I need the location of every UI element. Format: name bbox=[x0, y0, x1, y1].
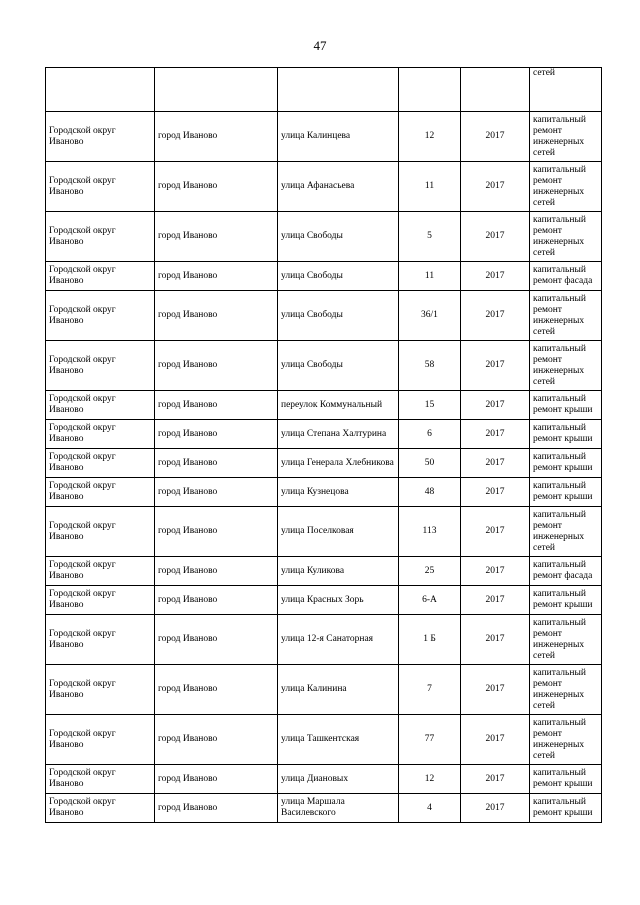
okrug-cell-text: Городской округ Иваново bbox=[49, 175, 116, 197]
okrug-cell bbox=[46, 586, 155, 615]
year-cell bbox=[461, 291, 530, 341]
table-row bbox=[46, 162, 602, 212]
year-cell-text: 2017 bbox=[485, 565, 505, 576]
work-type-cell bbox=[530, 586, 602, 615]
city-cell bbox=[155, 68, 278, 112]
house-number-cell bbox=[399, 615, 461, 665]
city-cell bbox=[155, 262, 278, 291]
okrug-cell bbox=[46, 449, 155, 478]
work-type-cell bbox=[530, 162, 602, 212]
house-number-cell-text: 4 bbox=[427, 802, 432, 813]
street-cell bbox=[278, 420, 399, 449]
year-cell bbox=[461, 449, 530, 478]
table-row bbox=[46, 794, 602, 823]
year-cell bbox=[461, 162, 530, 212]
okrug-cell bbox=[46, 262, 155, 291]
okrug-cell-text: Городской округ Иваново bbox=[49, 797, 116, 818]
okrug-cell bbox=[46, 291, 155, 341]
city-cell bbox=[155, 765, 278, 794]
house-number-cell bbox=[399, 68, 461, 112]
work-type-cell bbox=[530, 478, 602, 507]
work-type-cell-text: сетей bbox=[533, 68, 556, 78]
house-number-cell-text: 50 bbox=[424, 457, 435, 468]
year-cell bbox=[461, 715, 530, 765]
work-type-cell bbox=[530, 68, 602, 112]
work-type-cell-text: капитальный ремонт фасада bbox=[533, 265, 593, 286]
city-cell-text: город Иваново bbox=[158, 526, 218, 536]
table-row bbox=[46, 262, 602, 291]
work-type-cell-text: капитальный ремонт фасада bbox=[533, 560, 593, 581]
city-cell-text: город Иваново bbox=[158, 360, 218, 370]
street-cell bbox=[278, 557, 399, 586]
city-cell-text: город Иваново bbox=[158, 565, 218, 576]
city-cell-text: город Иваново bbox=[158, 399, 218, 410]
table-row bbox=[46, 68, 602, 112]
okrug-cell-text: Городской округ Иваново bbox=[49, 628, 116, 650]
okrug-cell bbox=[46, 615, 155, 665]
street-cell bbox=[278, 262, 399, 291]
street-cell-text: улица Диановых bbox=[281, 773, 349, 784]
street-cell-text: улица Свободы bbox=[281, 360, 343, 370]
house-number-cell-text: 7 bbox=[427, 684, 432, 694]
okrug-cell-text: Городской округ Иваново bbox=[49, 225, 116, 247]
street-cell bbox=[278, 162, 399, 212]
year-cell-text: 2017 bbox=[485, 181, 505, 191]
okrug-cell-text: Городской округ Иваново bbox=[49, 394, 116, 415]
work-type-cell-text: капитальный ремонт инженерных сетей bbox=[533, 509, 586, 553]
year-cell-text: 2017 bbox=[485, 399, 505, 410]
year-cell bbox=[461, 262, 530, 291]
city-cell bbox=[155, 794, 278, 823]
okrug-cell-text: Городской округ Иваново bbox=[49, 678, 116, 700]
year-cell-text: 2017 bbox=[485, 684, 505, 694]
work-type-cell bbox=[530, 615, 602, 665]
year-cell-text: 2017 bbox=[485, 802, 505, 813]
city-cell-text: город Иваново bbox=[158, 486, 218, 497]
year-cell-text: 2017 bbox=[485, 773, 505, 784]
street-cell-text: переулок Коммунальный bbox=[281, 399, 383, 410]
city-cell bbox=[155, 449, 278, 478]
year-cell bbox=[461, 68, 530, 112]
okrug-cell-text: Городской округ Иваново bbox=[49, 423, 116, 444]
street-cell-text: улица Свободы bbox=[281, 310, 343, 320]
year-cell bbox=[461, 112, 530, 162]
okrug-cell-text: Городской округ Иваново bbox=[49, 728, 116, 750]
year-cell bbox=[461, 212, 530, 262]
year-cell bbox=[461, 665, 530, 715]
okrug-cell bbox=[46, 162, 155, 212]
okrug-cell bbox=[46, 420, 155, 449]
street-cell bbox=[278, 341, 399, 391]
year-cell-text: 2017 bbox=[485, 428, 505, 439]
house-number-cell-text: 6-А bbox=[422, 594, 437, 605]
table-row bbox=[46, 665, 602, 715]
house-number-cell bbox=[399, 262, 461, 291]
street-cell-text: улица Афанасьева bbox=[281, 181, 355, 191]
okrug-cell-text: Городской округ Иваново bbox=[49, 304, 116, 326]
city-cell bbox=[155, 291, 278, 341]
house-number-cell-text: 36/1 bbox=[421, 310, 438, 320]
okrug-cell bbox=[46, 391, 155, 420]
table-row bbox=[46, 420, 602, 449]
housing-repair-table bbox=[45, 67, 602, 823]
okrug-cell bbox=[46, 715, 155, 765]
work-type-cell-text: капитальный ремонт инженерных сетей bbox=[533, 343, 586, 387]
city-cell bbox=[155, 715, 278, 765]
house-number-cell-text: 1 Б bbox=[423, 634, 436, 644]
work-type-cell-text: капитальный ремонт крыши bbox=[533, 797, 593, 818]
table-row bbox=[46, 615, 602, 665]
street-cell bbox=[278, 615, 399, 665]
city-cell bbox=[155, 420, 278, 449]
house-number-cell bbox=[399, 586, 461, 615]
house-number-cell bbox=[399, 478, 461, 507]
work-type-cell-text: капитальный ремонт крыши bbox=[533, 452, 593, 473]
house-number-cell bbox=[399, 420, 461, 449]
work-type-cell-text: капитальный ремонт инженерных сетей bbox=[533, 114, 586, 158]
table-row bbox=[46, 341, 602, 391]
city-cell-text: город Иваново bbox=[158, 594, 218, 605]
street-cell-text: улица Маршала Василевского bbox=[281, 797, 345, 818]
okrug-cell-text: Городской округ Иваново bbox=[49, 768, 116, 789]
house-number-cell bbox=[399, 794, 461, 823]
year-cell-text: 2017 bbox=[485, 486, 505, 497]
work-type-cell-text: капитальный ремонт инженерных сетей bbox=[533, 617, 586, 661]
street-cell-text: улица Ташкентская bbox=[281, 734, 360, 744]
street-cell bbox=[278, 68, 399, 112]
street-cell-text: улица Калинцева bbox=[281, 131, 351, 141]
year-cell bbox=[461, 615, 530, 665]
house-number-cell bbox=[399, 557, 461, 586]
work-type-cell bbox=[530, 557, 602, 586]
city-cell bbox=[155, 162, 278, 212]
year-cell-text: 2017 bbox=[485, 457, 505, 468]
street-cell-text: улица Степана Халтурина bbox=[281, 428, 387, 439]
work-type-cell-text: капитальный ремонт инженерных сетей bbox=[533, 214, 586, 258]
city-cell-text: город Иваново bbox=[158, 428, 218, 439]
year-cell-text: 2017 bbox=[485, 231, 505, 241]
house-number-cell-text: 48 bbox=[424, 486, 435, 497]
table-row bbox=[46, 291, 602, 341]
city-cell bbox=[155, 557, 278, 586]
city-cell bbox=[155, 212, 278, 262]
street-cell bbox=[278, 291, 399, 341]
year-cell-text: 2017 bbox=[485, 270, 505, 281]
house-number-cell bbox=[399, 112, 461, 162]
work-type-cell bbox=[530, 341, 602, 391]
house-number-cell bbox=[399, 291, 461, 341]
year-cell bbox=[461, 391, 530, 420]
house-number-cell-text: 58 bbox=[424, 360, 435, 370]
city-cell-text: город Иваново bbox=[158, 181, 218, 191]
year-cell-text: 2017 bbox=[485, 310, 505, 320]
work-type-cell bbox=[530, 112, 602, 162]
table-row bbox=[46, 112, 602, 162]
table-row bbox=[46, 478, 602, 507]
okrug-cell bbox=[46, 794, 155, 823]
city-cell bbox=[155, 586, 278, 615]
okrug-cell-text: Городской округ Иваново bbox=[49, 481, 116, 502]
city-cell-text: город Иваново bbox=[158, 773, 218, 784]
house-number-cell-text: 12 bbox=[424, 773, 435, 784]
okrug-cell-text: Городской округ Иваново bbox=[49, 560, 116, 581]
city-cell-text: город Иваново bbox=[158, 457, 218, 468]
work-type-cell-text: капитальный ремонт крыши bbox=[533, 481, 593, 502]
okrug-cell bbox=[46, 765, 155, 794]
house-number-cell bbox=[399, 665, 461, 715]
year-cell bbox=[461, 794, 530, 823]
year-cell-text: 2017 bbox=[485, 634, 505, 644]
street-cell bbox=[278, 478, 399, 507]
okrug-cell bbox=[46, 478, 155, 507]
year-cell bbox=[461, 341, 530, 391]
city-cell bbox=[155, 665, 278, 715]
work-type-cell-text: капитальный ремонт инженерных сетей bbox=[533, 717, 586, 761]
street-cell-text: улица Красных Зорь bbox=[281, 594, 364, 605]
street-cell bbox=[278, 112, 399, 162]
street-cell-text: улица Куликова bbox=[281, 565, 345, 576]
street-cell-text: улица Калинина bbox=[281, 684, 347, 694]
house-number-cell-text: 25 bbox=[424, 565, 435, 576]
okrug-cell-text: Городской округ Иваново bbox=[49, 520, 116, 542]
okrug-cell bbox=[46, 341, 155, 391]
work-type-cell bbox=[530, 449, 602, 478]
year-cell-text: 2017 bbox=[485, 734, 505, 744]
city-cell-text: город Иваново bbox=[158, 684, 218, 694]
house-number-cell bbox=[399, 507, 461, 557]
okrug-cell bbox=[46, 212, 155, 262]
city-cell bbox=[155, 391, 278, 420]
year-cell-text: 2017 bbox=[485, 360, 505, 370]
year-cell bbox=[461, 586, 530, 615]
house-number-cell-text: 77 bbox=[424, 734, 435, 744]
year-cell bbox=[461, 557, 530, 586]
street-cell-text: улица Свободы bbox=[281, 270, 343, 281]
okrug-cell bbox=[46, 507, 155, 557]
year-cell bbox=[461, 420, 530, 449]
house-number-cell bbox=[399, 212, 461, 262]
work-type-cell-text: капитальный ремонт крыши bbox=[533, 423, 593, 444]
house-number-cell-text: 15 bbox=[424, 399, 435, 410]
work-type-cell bbox=[530, 420, 602, 449]
table-row bbox=[46, 391, 602, 420]
city-cell-text: город Иваново bbox=[158, 131, 218, 141]
street-cell bbox=[278, 765, 399, 794]
city-cell bbox=[155, 615, 278, 665]
city-cell-text: город Иваново bbox=[158, 802, 218, 813]
okrug-cell-text: Городской округ Иваново bbox=[49, 354, 116, 376]
table-row bbox=[46, 765, 602, 794]
city-cell-text: город Иваново bbox=[158, 310, 218, 320]
street-cell bbox=[278, 715, 399, 765]
okrug-cell-text: Городской округ Иваново bbox=[49, 589, 116, 610]
city-cell-text: город Иваново bbox=[158, 270, 218, 281]
work-type-cell-text: капитальный ремонт инженерных сетей bbox=[533, 667, 586, 711]
street-cell-text: улица Свободы bbox=[281, 231, 343, 241]
work-type-cell bbox=[530, 665, 602, 715]
page-number: 47 bbox=[313, 38, 327, 53]
street-cell bbox=[278, 586, 399, 615]
street-cell bbox=[278, 212, 399, 262]
house-number-cell-text: 5 bbox=[427, 231, 432, 241]
city-cell bbox=[155, 478, 278, 507]
year-cell-text: 2017 bbox=[485, 594, 505, 605]
okrug-cell-text: Городской округ Иваново bbox=[49, 125, 116, 147]
work-type-cell-text: капитальный ремонт крыши bbox=[533, 768, 593, 789]
street-cell-text: улица Поселковая bbox=[281, 526, 354, 536]
street-cell bbox=[278, 449, 399, 478]
year-cell-text: 2017 bbox=[485, 131, 505, 141]
city-cell-text: город Иваново bbox=[158, 734, 218, 744]
house-number-cell bbox=[399, 449, 461, 478]
table-row bbox=[46, 715, 602, 765]
work-type-cell bbox=[530, 507, 602, 557]
table-row bbox=[46, 586, 602, 615]
house-number-cell-text: 113 bbox=[422, 526, 437, 536]
year-cell bbox=[461, 478, 530, 507]
okrug-cell bbox=[46, 68, 155, 112]
house-number-cell bbox=[399, 391, 461, 420]
city-cell-text: город Иваново bbox=[158, 231, 218, 241]
work-type-cell bbox=[530, 715, 602, 765]
house-number-cell bbox=[399, 765, 461, 794]
okrug-cell bbox=[46, 112, 155, 162]
work-type-cell-text: капитальный ремонт крыши bbox=[533, 394, 593, 415]
house-number-cell-text: 11 bbox=[424, 181, 435, 191]
work-type-cell bbox=[530, 262, 602, 291]
year-cell bbox=[461, 765, 530, 794]
street-cell bbox=[278, 794, 399, 823]
table-row bbox=[46, 212, 602, 262]
table-row bbox=[46, 449, 602, 478]
table-row bbox=[46, 557, 602, 586]
work-type-cell bbox=[530, 794, 602, 823]
house-number-cell-text: 12 bbox=[424, 131, 435, 141]
work-type-cell bbox=[530, 291, 602, 341]
city-cell-text: город Иваново bbox=[158, 634, 218, 644]
work-type-cell-text: капитальный ремонт крыши bbox=[533, 589, 593, 610]
city-cell bbox=[155, 507, 278, 557]
city-cell bbox=[155, 112, 278, 162]
street-cell bbox=[278, 507, 399, 557]
city-cell bbox=[155, 341, 278, 391]
okrug-cell bbox=[46, 557, 155, 586]
house-number-cell-text: 11 bbox=[424, 270, 435, 281]
okrug-cell bbox=[46, 665, 155, 715]
okrug-cell-text: Городской округ Иваново bbox=[49, 265, 116, 286]
street-cell-text: улица 12-я Санаторная bbox=[281, 634, 374, 644]
street-cell-text: улица Кузнецова bbox=[281, 486, 349, 497]
street-cell bbox=[278, 391, 399, 420]
table-row bbox=[46, 507, 602, 557]
work-type-cell bbox=[530, 391, 602, 420]
year-cell-text: 2017 bbox=[485, 526, 505, 536]
street-cell-text: улица Генерала Хлебникова bbox=[281, 457, 394, 468]
street-cell bbox=[278, 665, 399, 715]
work-type-cell-text: капитальный ремонт инженерных сетей bbox=[533, 164, 586, 208]
house-number-cell-text: 6 bbox=[427, 428, 432, 439]
year-cell bbox=[461, 507, 530, 557]
work-type-cell bbox=[530, 765, 602, 794]
work-type-cell-text: капитальный ремонт инженерных сетей bbox=[533, 293, 586, 337]
okrug-cell-text: Городской округ Иваново bbox=[49, 452, 116, 473]
house-number-cell bbox=[399, 162, 461, 212]
house-number-cell bbox=[399, 341, 461, 391]
house-number-cell bbox=[399, 715, 461, 765]
work-type-cell bbox=[530, 212, 602, 262]
